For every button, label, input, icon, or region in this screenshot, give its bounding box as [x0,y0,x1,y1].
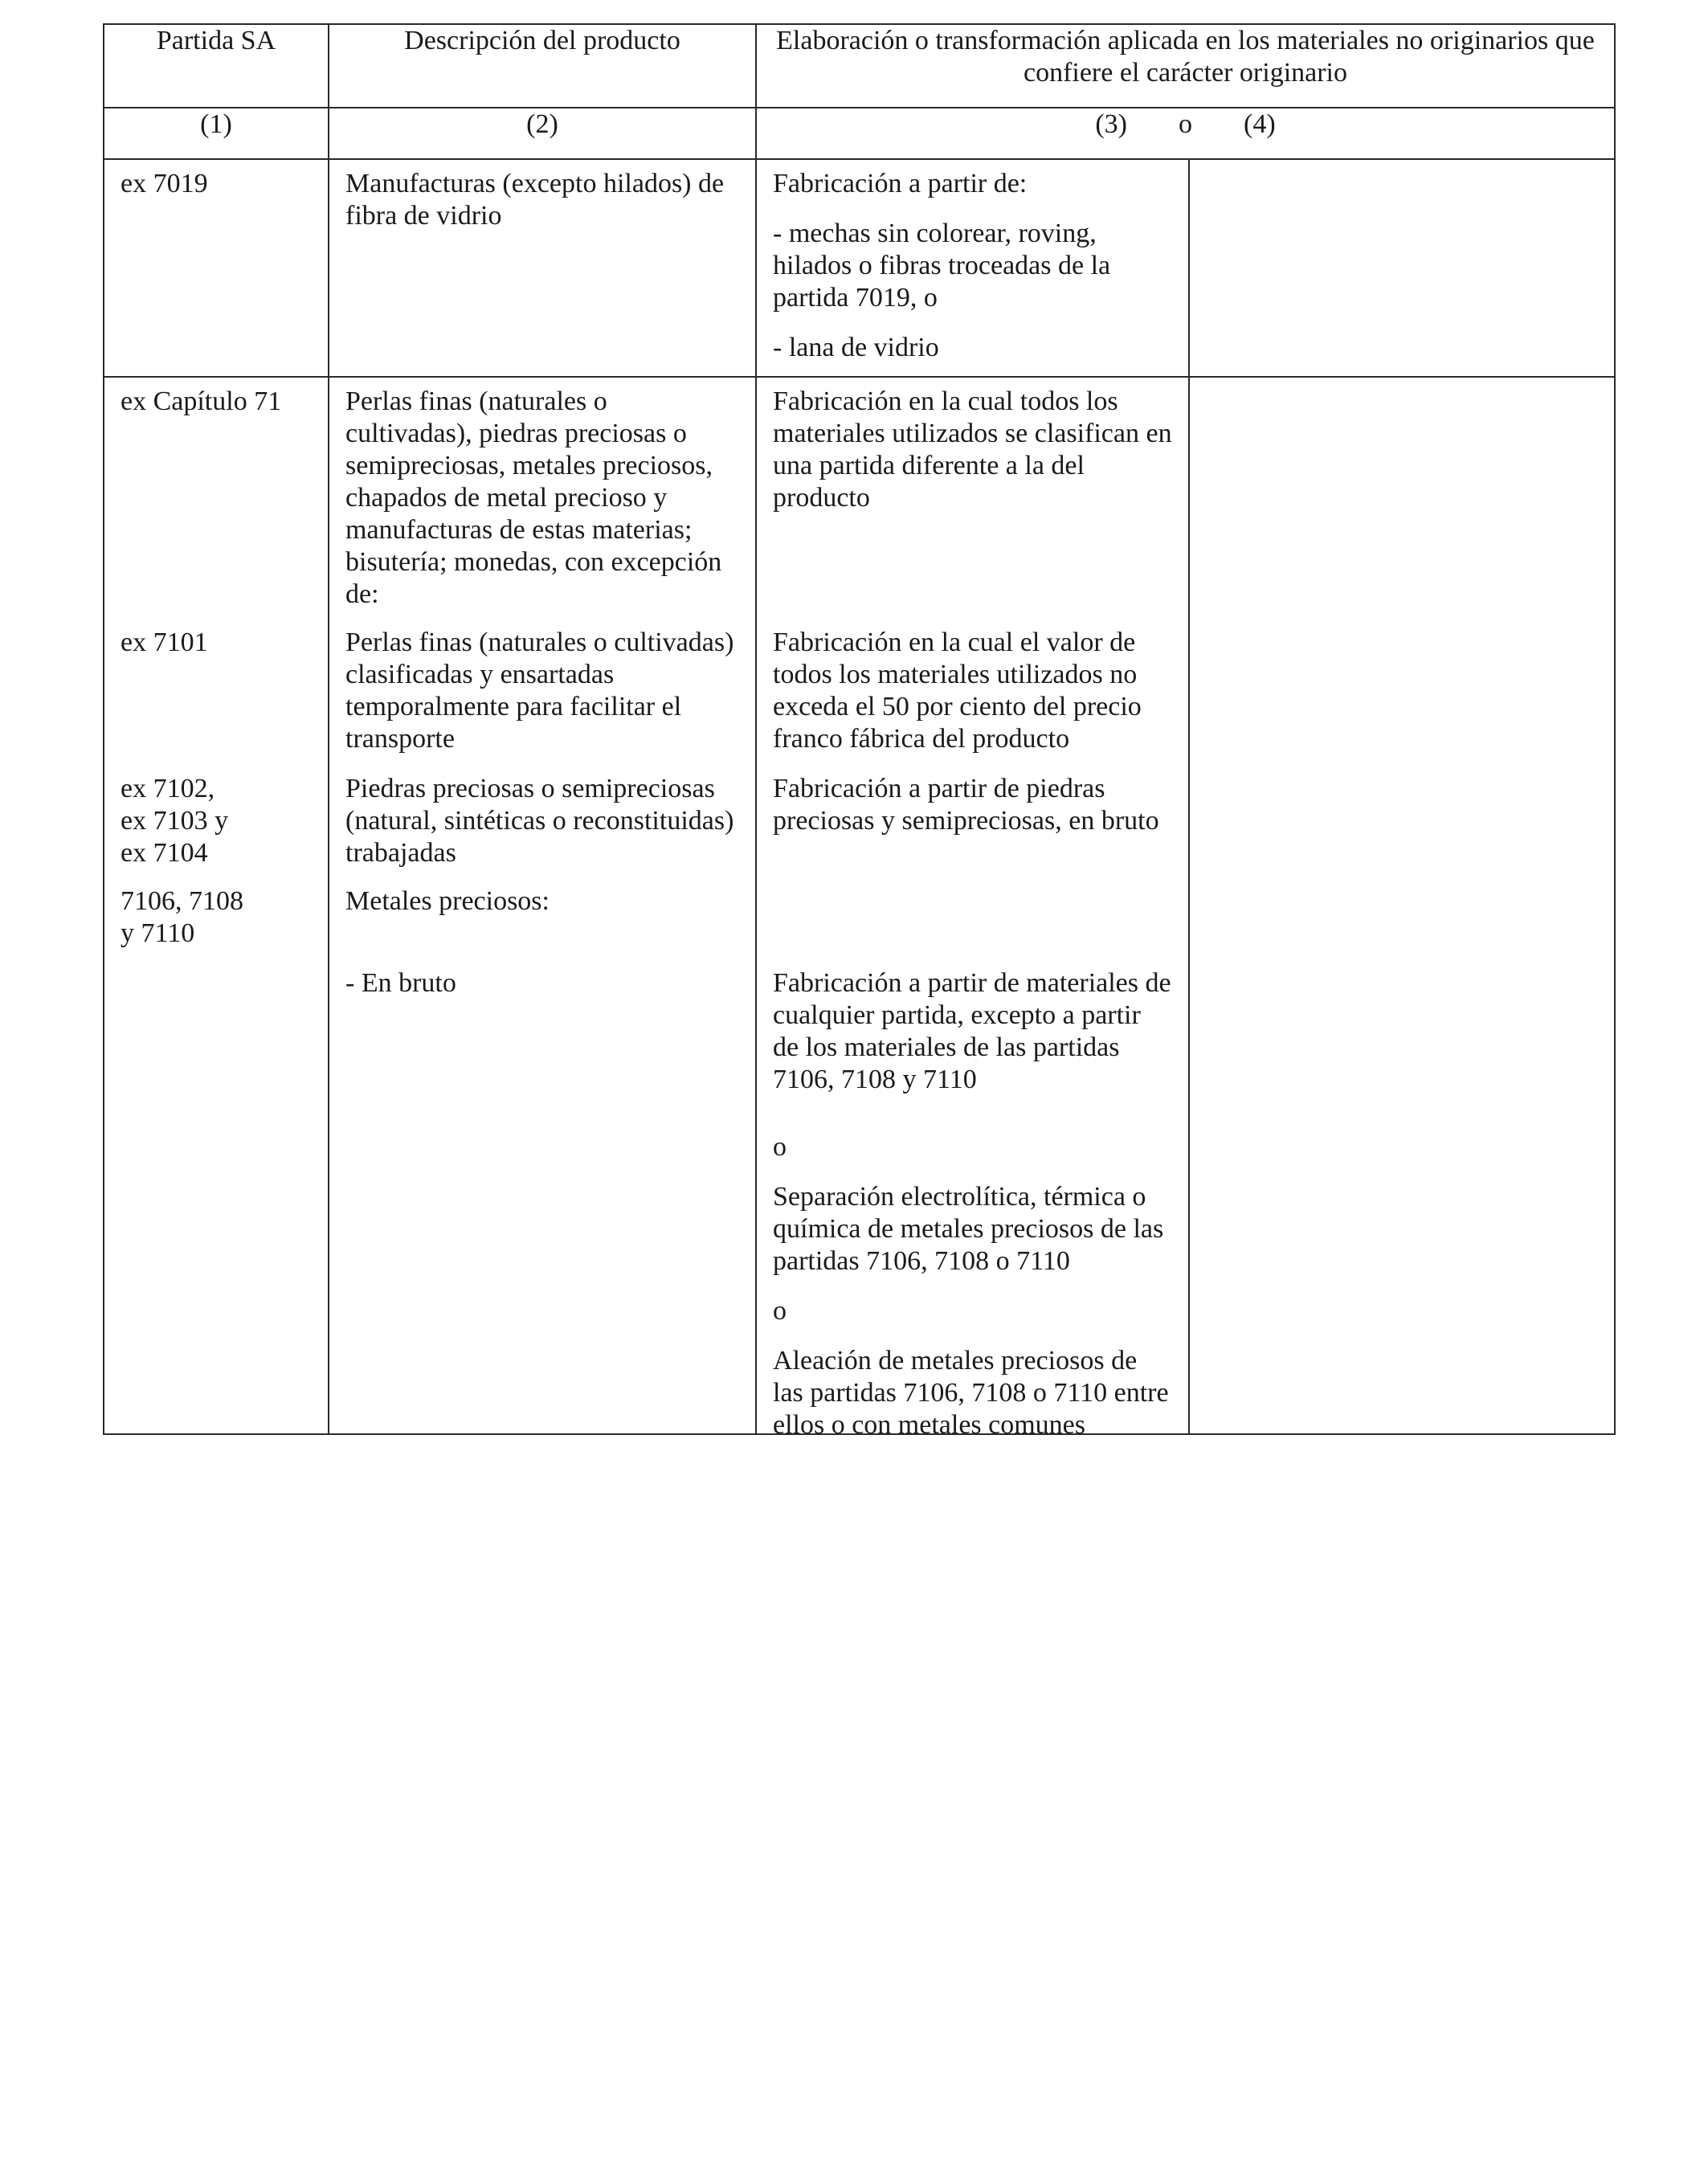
partida-text: ex 7102, ex 7103 y ex 7104 [121,774,229,868]
descripcion-cell [329,377,756,1434]
descripcion-cell [329,159,756,377]
elaboracion-text: o [773,1132,787,1162]
descripcion-text: Perlas finas (naturales o cultivadas) clasificadas y ensartadas temporalmente para facilitar el transporte [345,628,734,754]
elaboracion-text: Fabricación a partir de materiales de cualquier partida, excepto a partir de los materiales de las partidas 7106, 7108 y 7110 [773,968,1171,1094]
table-header-row [104,24,1615,108]
column-4-cell [1189,377,1615,1434]
elaboracion-text: o [773,1296,787,1326]
descripcion-text: Metales preciosos: [345,886,550,916]
partida-text: 7106, 7108 y 7110 [121,886,243,948]
partida-cell [104,159,329,377]
partida-text: ex 7019 [121,169,208,198]
header-elaboracion: Elaboración o transformación aplicada en los materiales no originarios que confiere el carácter originario [756,24,1615,108]
descripcion-text: Piedras preciosas o semipreciosas (natural, sintéticas o reconstituidas) trabajadas [345,774,734,868]
elaboracion-cell [756,159,1189,377]
column-number-1: (1) [104,108,329,159]
elaboracion-text: Fabricación a partir de piedras preciosas y semipreciosas, en bruto [773,774,1159,836]
partida-cell [104,377,329,1434]
table-row [104,159,1615,377]
elaboracion-text: - lana de vidrio [773,333,939,362]
elaboracion-text: Fabricación en la cual todos los materiales utilizados se clasifican en una partida diferente a la del producto [773,386,1172,513]
table-row [104,377,1615,1434]
column-number-4: (4) [1244,109,1276,139]
descripcion-text: Perlas finas (naturales o cultivadas), piedras preciosas o semipreciosas, metales preciosos, chapados de metal precioso y manufacturas de estas materias; bisutería; monedas, con excepción de: [345,386,722,609]
elaboracion-text: Fabricación a partir de: [773,169,1028,198]
column-number-row [104,108,1615,159]
column-number-3-4 [756,108,1615,159]
column-number-2: (2) [329,108,756,159]
partida-text: ex 7101 [121,628,208,657]
elaboracion-cell [756,377,1189,1440]
header-partida: Partida SA [104,24,329,108]
column-4-cell [1189,159,1615,377]
elaboracion-text: Aleación de metales preciosos de las partidas 7106, 7108 o 7110 entre ellos o con metales comunes [773,1346,1169,1440]
column-or: o [1179,109,1192,139]
partida-text: ex Capítulo 71 [121,386,282,416]
origin-rules-table [103,23,1616,1440]
elaboracion-text: Fabricación en la cual el valor de todos los materiales utilizados no exceda el 50 por ciento del precio franco fábrica del producto [773,628,1142,754]
descripcion-text: - En bruto [345,968,456,998]
header-descripcion: Descripción del producto [329,24,756,108]
descripcion-text: Manufacturas (excepto hilados) de fibra de vidrio [345,169,725,231]
elaboracion-text: - mechas sin colorear, roving, hilados o fibras troceadas de la partida 7019, o [773,219,1111,313]
column-number-3: (3) [1095,109,1127,139]
elaboracion-text: Separación electrolítica, térmica o química de metales preciosos de las partidas 7106, 7108 o 7110 [773,1182,1164,1276]
